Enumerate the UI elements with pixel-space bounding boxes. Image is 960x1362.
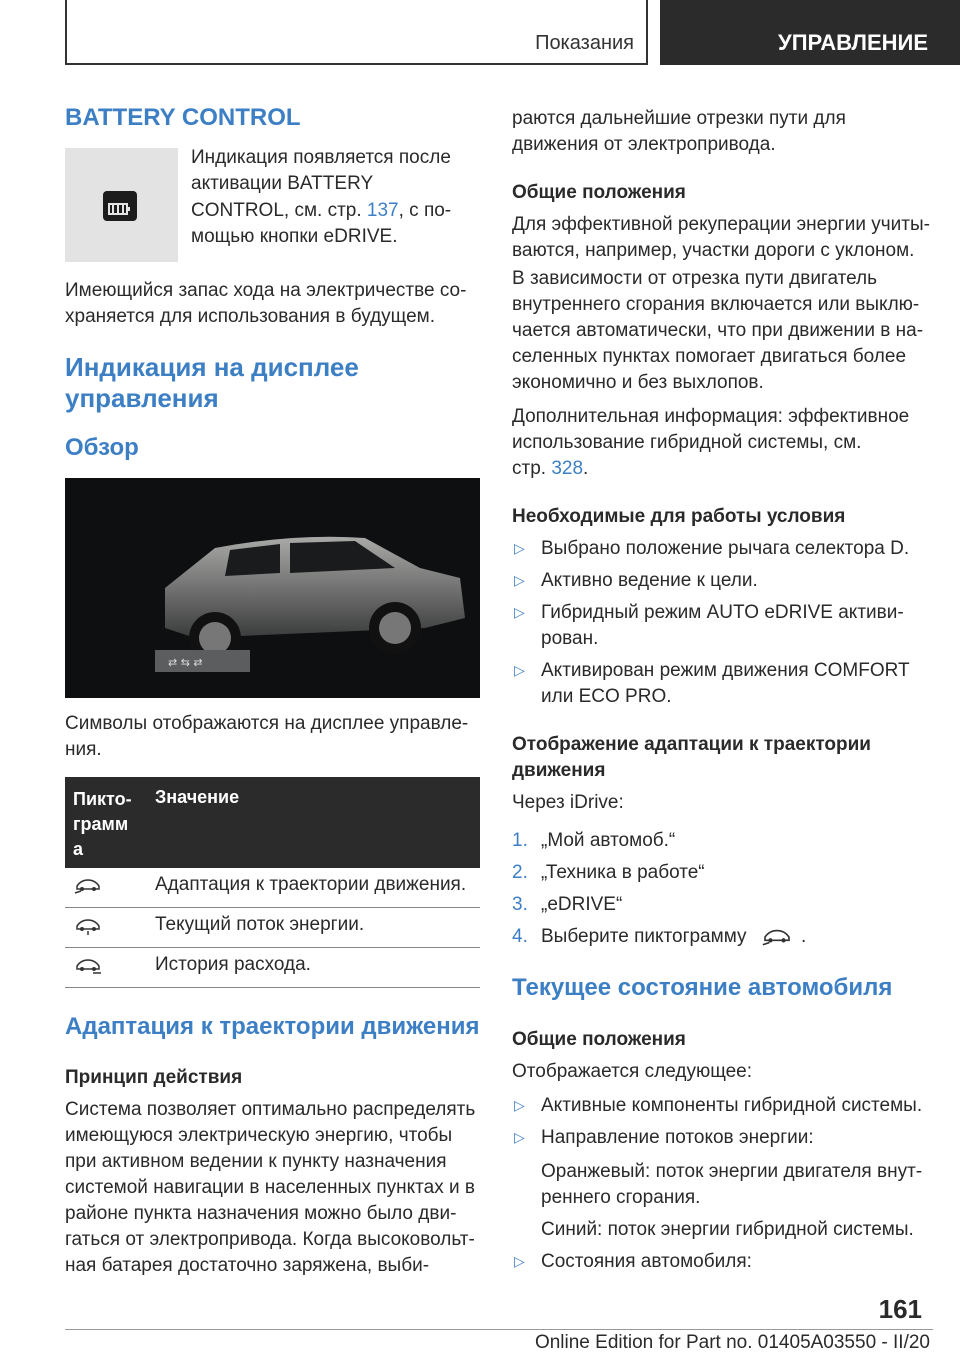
caption-2: ния. xyxy=(65,739,102,760)
table-header xyxy=(65,777,480,868)
table-row xyxy=(65,908,480,948)
bullet-triangle-icon: ▷ xyxy=(514,1253,525,1269)
step-number: 4. xyxy=(512,926,528,947)
general-line: Для эффективной рекуперации энергии учиты- xyxy=(512,214,930,235)
general-line: В зависимости от отрезка пути двигатель xyxy=(512,268,878,289)
step-4-period: . xyxy=(801,926,807,947)
general2-title: Общие положения xyxy=(512,1029,686,1050)
bullet-triangle-icon: ▷ xyxy=(514,540,525,556)
general-line: внутреннего сгорания включается или выклю- xyxy=(512,294,920,315)
bullet-triangle-icon: ▷ xyxy=(514,572,525,588)
bc-text-2: активации BATTERY xyxy=(191,173,374,194)
display-heading-line1: Индикация на дисплее xyxy=(65,352,359,382)
row-text: Текущий поток энергии. xyxy=(155,914,365,935)
route-adapt-icon xyxy=(760,924,794,948)
footer-divider xyxy=(65,1329,933,1330)
bc-text-3 xyxy=(191,196,451,225)
more-line-3b: . xyxy=(583,458,589,479)
battery-control-icon-box xyxy=(65,148,178,262)
row-text: Адаптация к траектории движения. xyxy=(155,874,467,895)
overview-heading: Обзор xyxy=(65,434,139,461)
bullet-triangle-icon: ▷ xyxy=(514,1097,525,1113)
more-line-1: Дополнительная информация: эффективное xyxy=(512,406,910,427)
page-link-328[interactable]: 328 xyxy=(551,458,584,479)
energy-flow-icon xyxy=(73,914,103,936)
state-item: Активные компоненты гибридной системы. xyxy=(541,1095,923,1116)
route-adapt-icon xyxy=(73,874,103,896)
bc-text-3b: , с по- xyxy=(398,200,452,221)
step-text: „Техника в работе“ xyxy=(541,862,705,883)
battery-control-title: BATTERY CONTROL xyxy=(65,104,301,131)
step-text: „eDRIVE“ xyxy=(541,894,623,915)
bullet-triangle-icon: ▷ xyxy=(514,662,525,678)
car-display-image xyxy=(65,478,480,698)
table-head-pictogram: Пикто- грамм а xyxy=(73,789,132,859)
table-row xyxy=(65,868,480,908)
principle-line: районе пункта назначения можно было дви- xyxy=(65,1203,457,1224)
general-title: Общие положения xyxy=(512,182,686,203)
car-illustration xyxy=(65,478,480,698)
page-link-137[interactable]: 137 xyxy=(366,200,399,221)
conditions-title: Необходимые для работы условия xyxy=(512,506,846,527)
step-text: Выберите пиктограмму xyxy=(541,926,747,947)
via-idrive: Через iDrive: xyxy=(512,792,624,813)
general-line: экономично и без выхлопов. xyxy=(512,372,764,393)
principle-title: Принцип действия xyxy=(65,1067,243,1088)
consumption-history-icon xyxy=(73,954,103,976)
bullet-triangle-icon: ▷ xyxy=(514,604,525,620)
header-section-tab xyxy=(65,0,648,65)
display-title-1: Отображение адаптации к траектории xyxy=(512,734,871,755)
general-line: ваются, например, участки дороги с уклоном. xyxy=(512,240,915,261)
condition-item: Гибридный режим AUTO eDRIVE активи- xyxy=(541,602,904,623)
reserve-text-1: Имеющийся запас хода на электричестве со- xyxy=(65,280,467,301)
condition-item: Активно ведение к цели. xyxy=(541,570,758,591)
step-number: 3. xyxy=(512,894,528,915)
step-number: 1. xyxy=(512,830,528,851)
step-number: 2. xyxy=(512,862,528,883)
principle-line: Система позволяет оптимально распределять xyxy=(65,1099,476,1120)
cont-line-2: движения от электропривода. xyxy=(512,134,776,155)
step-text: „Мой автомоб.“ xyxy=(541,830,676,851)
row-text: История расхода. xyxy=(155,954,311,975)
principle-line: ная батарея достаточно заряжена, выби- xyxy=(65,1255,430,1276)
blue-line: Синий: поток энергии гибридной системы. xyxy=(541,1219,914,1240)
bc-text-4: мощью кнопки eDRIVE. xyxy=(191,226,398,247)
display-title-2: движения xyxy=(512,760,606,781)
svg-text:⇄ ⇆ ⇄: ⇄ ⇆ ⇄ xyxy=(168,656,203,669)
state-item: Состояния автомобиля: xyxy=(541,1251,752,1272)
reserve-text-2: храняется для использования в будущем. xyxy=(65,306,435,327)
bc-text-3a: CONTROL, см. стр. xyxy=(191,200,367,221)
footer-edition: Online Edition for Part no. 01405A03550 - II/20 xyxy=(534,1332,930,1353)
header-section-label: Показания xyxy=(535,32,634,54)
orange-line-1: Оранжевый: поток энергии двигателя внут- xyxy=(541,1161,923,1182)
table-row xyxy=(65,948,480,988)
state-item: Направление потоков энергии: xyxy=(541,1127,814,1148)
principle-line: при активном ведении к пункту назначения xyxy=(65,1151,447,1172)
page-number: 161 xyxy=(878,1294,922,1324)
bc-text-1: Индикация появляется после xyxy=(191,147,451,168)
principle-line: системой навигации в населенных пунктах и в xyxy=(65,1177,475,1198)
bullet-triangle-icon: ▷ xyxy=(514,1129,525,1145)
more-line-3 xyxy=(512,454,588,483)
principle-line: имеющуюся электрическую энергию, чтобы xyxy=(65,1125,453,1146)
display-heading-line2: управления xyxy=(65,383,219,413)
general-line: селенных пунктах помогает двигаться более xyxy=(512,346,907,367)
more-line-3a: стр. xyxy=(512,458,552,479)
condition-item-cont: или ECO PRO. xyxy=(541,686,672,707)
orange-line-2: реннего сгорания. xyxy=(541,1187,701,1208)
condition-item: Активирован режим движения COMFORT xyxy=(541,660,910,681)
header-chapter-label: УПРАВЛЕНИЕ xyxy=(778,30,928,55)
principle-line: гаться от электропривода. Когда высоковольт- xyxy=(65,1229,475,1250)
shows-text: Отображается следующее: xyxy=(512,1061,753,1082)
header-chapter-tab xyxy=(660,0,960,65)
more-line-2: использование гибридной системы, см. xyxy=(512,432,862,453)
cont-line-1: раются дальнейшие отрезки пути для xyxy=(512,108,846,129)
condition-item-cont: рован. xyxy=(541,628,599,649)
battery-icon xyxy=(65,148,178,262)
caption-1: Символы отображаются на дисплее управле- xyxy=(65,713,469,734)
state-heading: Текущее состояние автомобиля xyxy=(512,974,893,1001)
adapt-heading: Адаптация к траектории движения xyxy=(65,1013,480,1040)
pictogram-table xyxy=(65,777,480,988)
general-line: чается автоматически, что при движении в на- xyxy=(512,320,924,341)
table-head-meaning: Значение xyxy=(155,787,240,807)
condition-item: Выбрано положение рычага селектора D. xyxy=(541,538,910,559)
